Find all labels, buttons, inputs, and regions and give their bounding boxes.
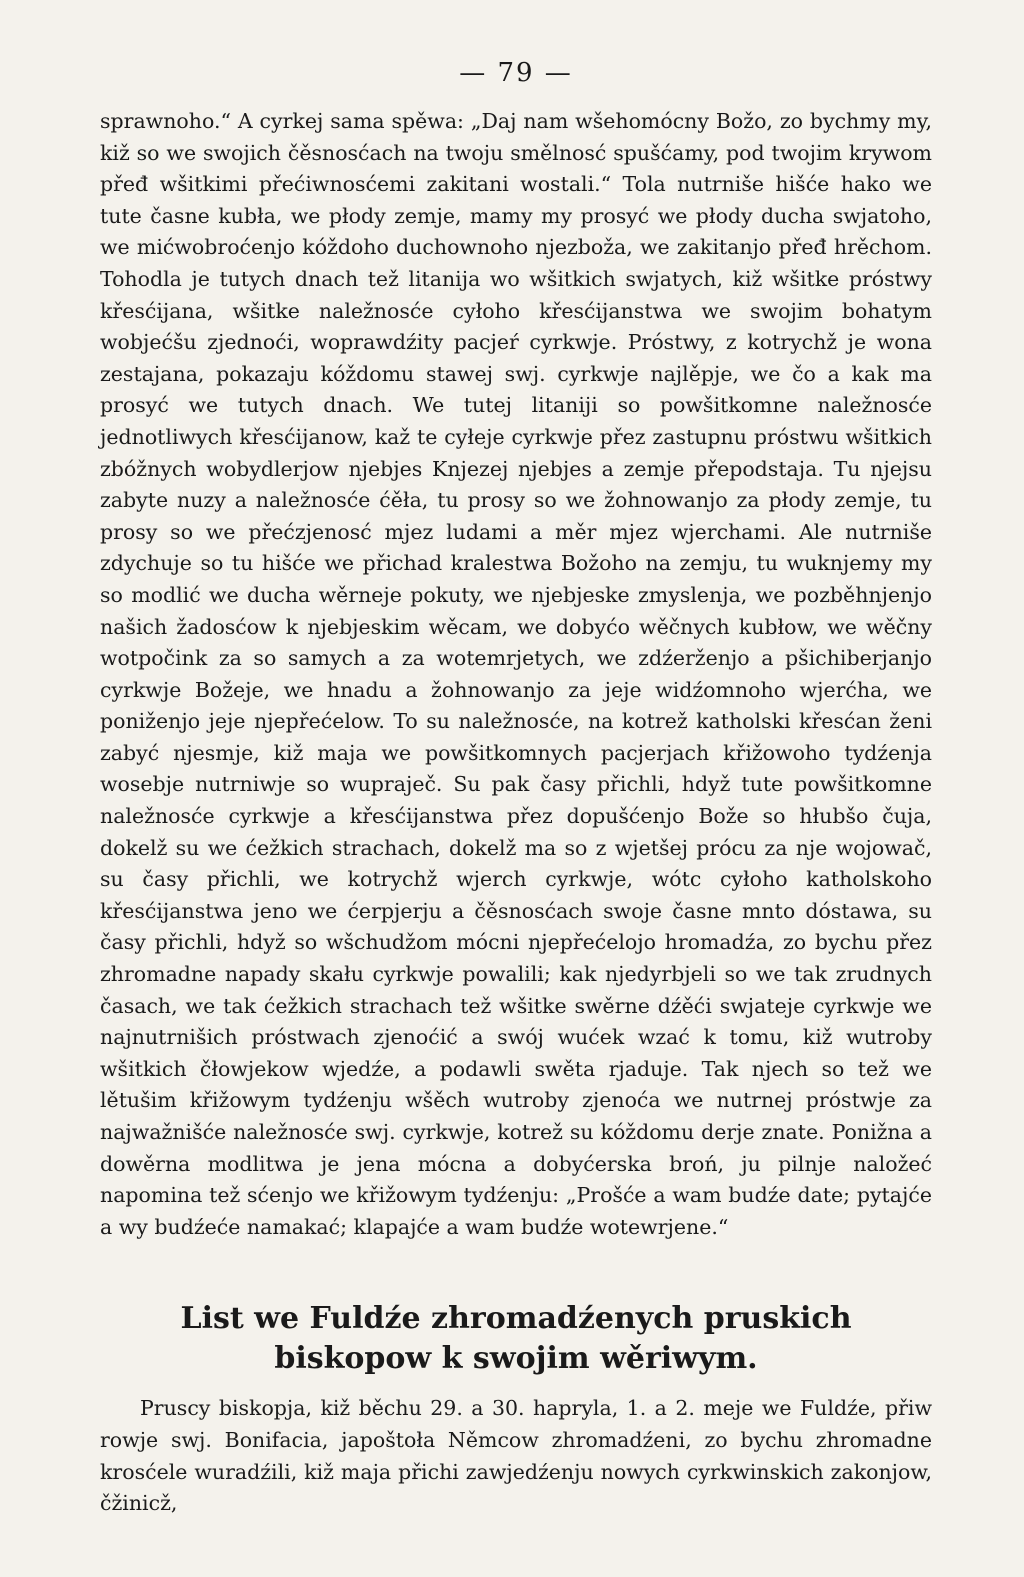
section-heading: List we Fuldźe zhromadźenych pruskich biskopow k swojim wěriwym. <box>180 1301 852 1377</box>
body-paragraph-1: sprawnoho.“ A cyrkej sama spěwa: „Daj nam wšehomócny Božo, zo bychmy my, kiž so we swojich čěsnosćach na twoju smělnosć spušćamy, pod twojim krywom přeđ wšitkimi přećiwnosćemi zakitani wostali.“ Tola nutrniše hišće hako we tute časne kubła, we płody zemje, mamy my prosyć we płody ducha swjatoho, we mićwobroćenjo kóždoho duchownoho njezboža, we zakitanjo přeđ hrěchom. Tohodla je tutych dnach tež litanija wo wšitkich swjatych, kiž wšitke próstwy křesćijana, wšitke naležnosće cyłoho křesćijanstwa we swojim bohatym wobjećšu zjednoći, woprawdźity pacjeŕ cyrkwje. Próstwy, z kotrychž je wona zestajana, pokazaju kóždomu stawej swj. cyrkwje najlěpje, we čo a kak ma prosyć we tutych dnach. We tutej litaniji so powšitkomne naležnosće jednotliwych křesćijanow, kaž te cyłeje cyrkwje přez zastupnu próstwu wšitkich zbóžnych wobydlerjow njebjes Knjezej njebjes a zemje přepodstaja. Tu njejsu zabyte nuzy a naležnosće ćěła, tu prosy so we žohnowanjo za płody zemje, tu prosy so we přećzjenosć mjez ludami a měr mjez wjerchami. Ale nutrniše zdychuje so tu hišće we přichad kralestwa Božoho na zemju, tu wuknjemy my so modlić we ducha wěrneje pokuty, we njebjeske zmyslenja, we pozběhnjenjo našich žadosćow k njebjeskim wěcam, we dobyćo wěčnych kubłow, we wěčny wotpočink za so samych a za wotemrjetych, we zdźerženjo a pšichiberjanjo cyrkwje Božeje, we hnadu a žohnowanjo za jeje widźomnoho wjerćha, we poniženjo jeje njepřećelow. To su naležnosće, na kotrež katholski křesćan ženi zabyć njesmje, kiž maja we powšitkomnych pacjerjach křižowoho tydźenja wosebje nutrniwje so wupraječ. Su pak časy přichli, hdyž tute powšitkomne naležnosće cyrkwje a křesćijanstwa přez dopušćenjo Bože so hłubšo čuja, dokelž su we ćežkich strachach, dokelž ma so z wjetšej prócu za nje wojowač, su časy přichli, we kotrychž wjerch cyrkwje, wótc cyłoho katholskoho křesćijanstwa jeno we ćerpjerju a čěsnosćach swoje časne mnto dóstawa, su časy přichli, hdyž so wšchudžom mócni njepřećelojo hromadźa, zo bychu přez zhromadne napady skału cyrkwje powalili; kak njedyrbjeli so we tak zrudnych časach, we tak ćežkich strachach tež wšitke swěrne dźěći swjateje cyrkwje we najnutrnišich próstwach zjenoćić a swój wućek wzać k tomu, kiž wutroby wšitkich čłowjekow wjedźe, a podawli swěta rjaduje. Tak njech so tež we lětušim křižowym tydźenju wšěch wutroby zjenoća we nutrnej próstwje za najwažnišće naležnosće swj. cyrkwje, kotrež su kóždomu derje znate. Ponižna a dowěrna modlitwa je jena mócna a dobyćerska broń, ju pilnje naložeć napomina tež sćenjo we křižowym tydźenju: „Prošće a wam budźe date; pytajće a wy budźeće namakać; klapajće a wam budźe wotewrjene.“ <box>100 109 932 1239</box>
page-number: — 79 — <box>459 58 573 88</box>
body-paragraph-2: Pruscy biskopja, kiž běchu 29. a 30. hapryla, 1. a 2. meje we Fuldźe, přiw rowje swj. Bonifacia, japoštoła Němcow zhromadźeni, zo bychu zhromadne krosćele wuradźili, kiž maja přichi zawjedźenju nowych cyrkwinskich zakonjow, čžinicž, <box>100 1396 932 1516</box>
